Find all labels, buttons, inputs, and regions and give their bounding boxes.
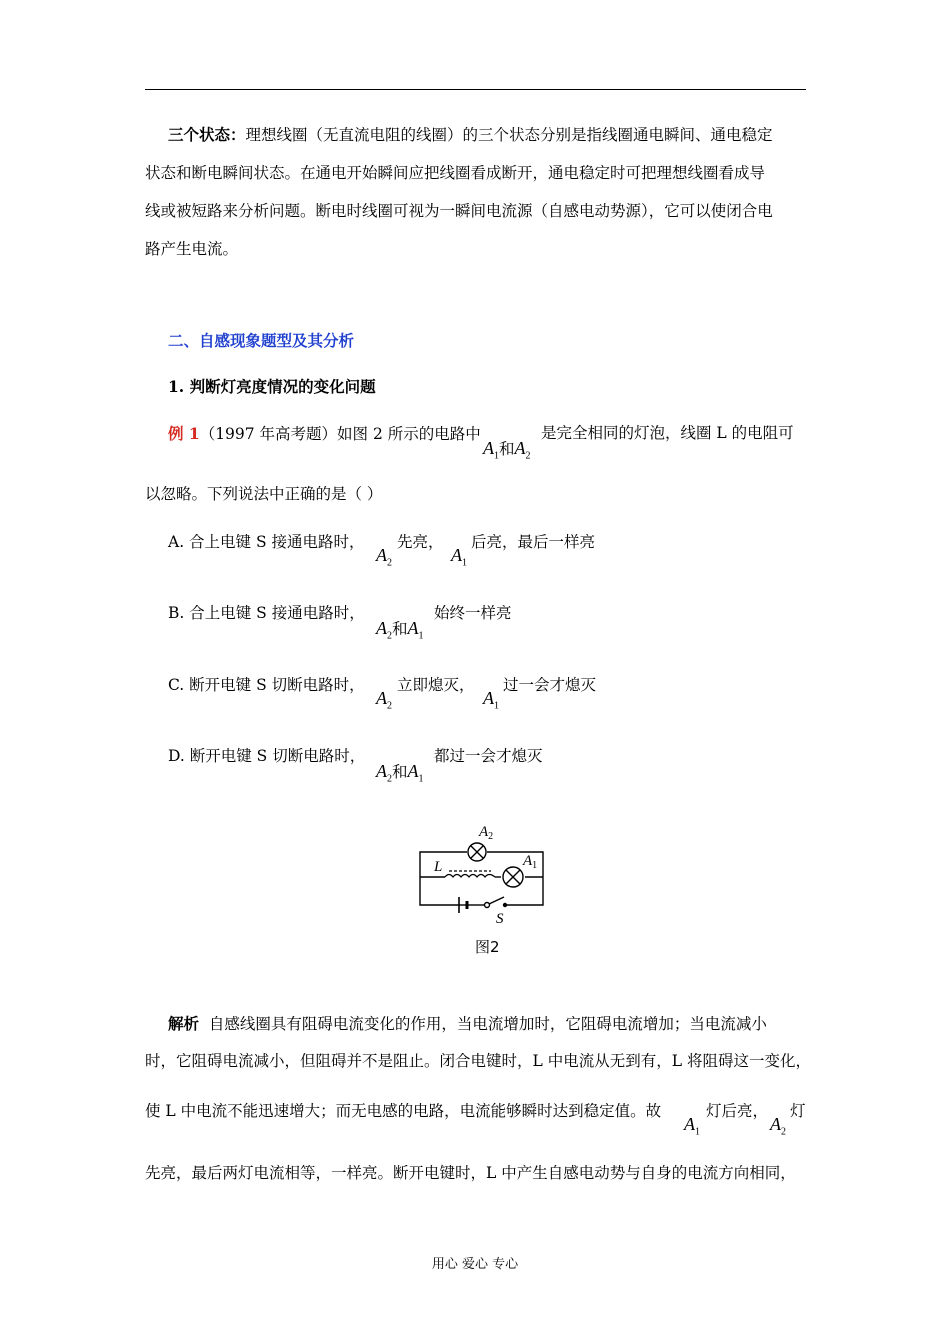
- option-c: C. 断开电键 S 切断电路时，: [168, 676, 365, 694]
- para1-line2: 状态和断电瞬间状态。在通电开始瞬间应把线圈看成断开，通电稳定时可把理想线圈看成导: [145, 164, 766, 182]
- switch-icon: [485, 897, 507, 908]
- lamp-a1-icon: [503, 867, 523, 887]
- example-line2: 以忽略。下列说法中正确的是（ ）: [145, 485, 383, 503]
- example-line1: 例 1（1997 年高考题）如图 2 所示的电路中: [168, 424, 481, 443]
- option-c-part3: 过一会才熄灭: [503, 676, 597, 694]
- section-heading: 二、自感现象题型及其分析: [168, 331, 355, 350]
- analysis-line4: 先亮，最后两灯电流相等，一样亮。断开电键时，L 中产生自感电动势与自身的电流方向相同，: [145, 1164, 796, 1182]
- symbol-A1: $A_1$: [451, 545, 467, 569]
- symbol-A1: $A_1$: [684, 1114, 700, 1138]
- analysis-line3-part2: 灯后亮，: [706, 1102, 769, 1120]
- analysis-line3: 使 L 中电流不能迅速增大；而无电感的电路，电流能够瞬时达到稳定值。故: [145, 1102, 662, 1120]
- circuit-diagram-figure-2: [415, 822, 555, 962]
- para1-line3: 线或被短路来分析问题。断电时线圈可视为一瞬间电流源（自感电动势源），它可以使闭合电: [145, 202, 773, 220]
- example-line1-tail: 是完全相同的灯泡，线圈 L 的电阻可: [541, 424, 794, 442]
- para1-line1: 三个状态：理想线圈（无直流电阻的线圈）的三个状态分别是指线圈通电瞬间、通电稳定: [168, 125, 773, 144]
- label-a2: $A_2$: [479, 824, 494, 842]
- option-b: B. 合上电键 S 接通电路时，: [168, 604, 365, 622]
- option-a-part3: 后亮，最后一样亮: [471, 533, 596, 551]
- label-s: S: [496, 911, 504, 927]
- page-footer: 用心 爱心 专心: [431, 1257, 519, 1272]
- analysis-line2: 时，它阻碍电流减小，但阻碍并不是阻止。闭合电键时，L 中电流从无到有，L 将阻碍这一变化，: [145, 1052, 811, 1070]
- symbol-A1: $A_1$: [483, 688, 499, 712]
- analysis-line3-part3: 灯: [790, 1102, 806, 1120]
- para1-line4: 路产生电流。: [145, 240, 239, 258]
- symbol-A2: $A_2$: [376, 688, 392, 712]
- option-d-part2: 都过一会才熄灭: [434, 747, 543, 765]
- header-rule: [145, 89, 806, 90]
- battery-icon: [459, 897, 473, 913]
- analysis-line1: 解析 自感线圈具有阻碍电流变化的作用，当电流增加时，它阻碍电流增加；当电流减小: [168, 1014, 767, 1033]
- sub-heading: 1. 判断灯亮度情况的变化问题: [168, 377, 376, 396]
- symbol-A2: $A_2$: [376, 545, 392, 569]
- symbol-A1-and-A2: $A_1$和$A_2$: [483, 438, 531, 462]
- option-b-part2: 始终一样亮: [434, 604, 512, 622]
- lamp-a2-icon: [468, 843, 486, 861]
- symbol-A2-and-A1: $A_2$和$A_1$: [376, 618, 424, 642]
- symbol-A2-and-A1: $A_2$和$A_1$: [376, 761, 424, 785]
- option-c-part2: 立即熄灭，: [397, 676, 475, 694]
- option-a-part2: 先亮，: [397, 533, 444, 551]
- option-a: A. 合上电键 S 接通电路时，: [168, 533, 365, 551]
- option-d: D. 断开电键 S 切断电路时，: [168, 747, 366, 765]
- symbol-A2: $A_2$: [770, 1114, 786, 1138]
- label-l: L: [434, 859, 443, 875]
- inductor-coil-icon: [445, 871, 495, 877]
- label-a1: $A_1$: [523, 853, 538, 871]
- figure-caption: 图2: [475, 938, 500, 956]
